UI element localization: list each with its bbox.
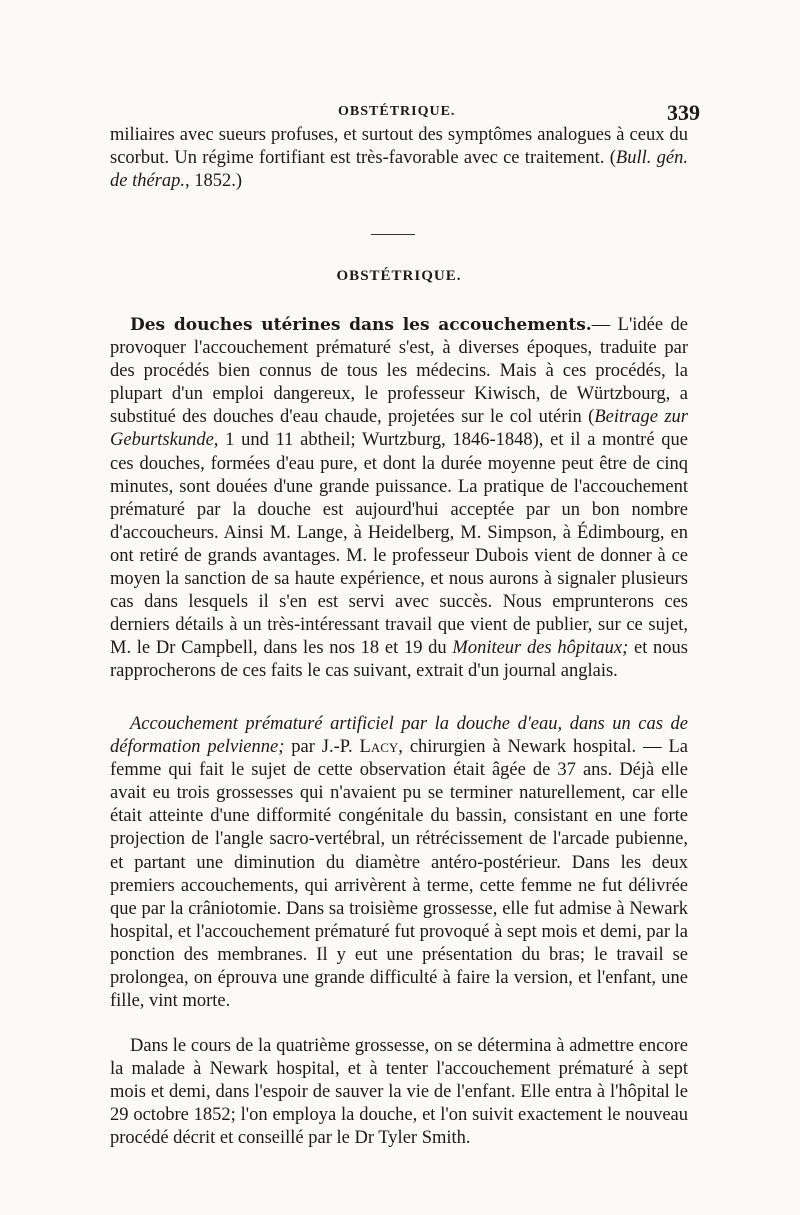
paragraph-text: , chirurgien à Newark hospital. — La femme qui fait le sujet de cette observation était âgée de 37 ans. Déjà elle avait eu trois grossesses qui n'avaient pu se terminer naturellement, car elle était atteinte d'une difformité congénitale du bassin, consistant en une forte projection de l'angle sacro-vertébral, un rétrécissement de l'arcade pubienne, et partant une diminution du diamètre antéro-postérieur. Dans les deux premiers accouchements, qui arrivèrent à terme, cette femme ne fut délivrée que par la crâniotomie. Dans sa troisième grossesse, elle fut admise à Newark hospital, et l'accouchement prématuré fut provoqué à sept mois et demi, par la ponction des membranes. Il y eut une présentation du bras; le travail se prolongea, on éprouva une grande difficulté à faire la version, et l'enfant, une fille, vint morte.: [110, 737, 688, 1012]
reference-title: Beitrage zur Geburtskunde: [110, 407, 688, 451]
author-name: Lacy: [359, 737, 399, 758]
reference-title: Moniteur des hôpitaux;: [452, 638, 629, 659]
page-number: 339: [667, 100, 700, 125]
running-title: OBSTÉTRIQUE.: [338, 104, 456, 119]
paragraph-fourth-pregnancy: Dans le cours de la quatrième grossesse, on se détermina à admettre encore la malade à Newark hospital, et à tenter l'accouchement prématuré à sept mois et demi, dans l'espoir de sauver la vie de l'enfant. Elle entra à l'hôpital le 29 octobre 1852; l'on employa la douche, et l'on suivit exactement le nouveau procédé décrit et conseillé par le Dr Tyler Smith.: [110, 1036, 688, 1149]
article-title: Des douches utérines dans les accouchements.: [130, 315, 592, 335]
paragraph-douches: [110, 314, 688, 684]
paragraph-text: , 1852.): [185, 171, 243, 192]
paragraph-text: , 1 und 11 abtheil; Wurtzburg, 1846-1848), et il a montré que ces douches, formées d'eau pure, et dont la durée moyenne peut être de cinq minutes, sont douées d'une grande puissance. La pratique de l'accouchement prématuré par la douche est aujourd'hui acceptée par un bon nombre d'accoucheurs. Ainsi M. Lange, à Heidelberg, M. Simpson, à Édimbourg, en ont retiré de grands avantages. M. le professeur Dubois vient de donner à ce moyen la sanction de sa haute expérience, et nous aurons à signaler plusieurs cas dans lesquels il s'en est servi avec succès. Nous emprunterons ces derniers détails à un très-intéressant travail que vient de publier, sur ce sujet, M. le Dr Campbell, dans les nos 18 et 19 du: [110, 430, 688, 659]
paragraph-case-report: [110, 713, 688, 1013]
section-divider: [371, 234, 415, 235]
paragraph-text: — L'idée de provoquer l'accouchement prématuré s'est, à diverses époques, traduite par des procédés bien connus de tous les médecins. Mais à ces procédés, la plupart d'un emploi dangereux, le professeur Kiwisch, de Würtzbourg, a substitué des douches d'eau chaude, projetées sur le col utérin (: [110, 315, 688, 428]
paragraph-text: miliaires avec sueurs profuses, et surtout des symptômes analogues à ceux du scorbut. Un régime fortifiant est très-favorable avec ce traitement. (: [110, 125, 688, 169]
running-header: [110, 100, 700, 126]
section-heading: OBSTÉTRIQUE.: [336, 268, 462, 284]
paragraph-text: et nous rapprocherons de ces faits le cas suivant, extrait d'un journal anglais.: [110, 638, 688, 682]
case-title: Accouchement prématuré artificiel par la douche d'eau, dans un cas de déformation pelvienne;: [110, 714, 688, 758]
paragraph-scorbut: [110, 124, 688, 193]
paragraph-text: par J.-P.: [284, 737, 360, 758]
reference-title: Bull. gén. de thérap.: [110, 148, 689, 192]
